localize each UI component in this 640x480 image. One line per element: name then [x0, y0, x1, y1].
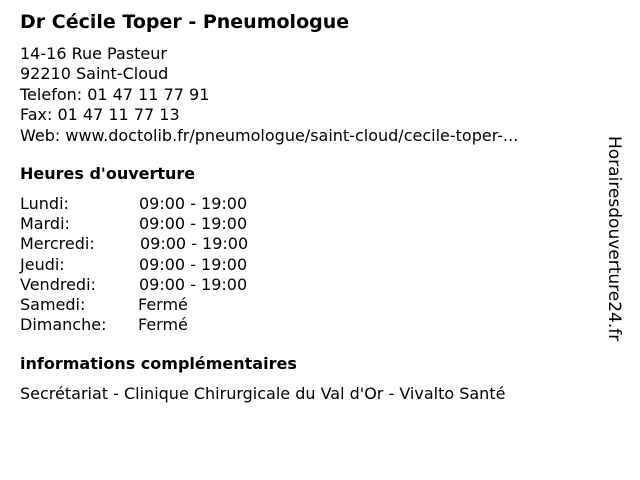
hours-day: Jeudi:	[20, 254, 65, 274]
page-title: Dr Cécile Toper - Pneumologue	[20, 11, 350, 33]
hours-day: Mercredi:	[20, 234, 95, 254]
hours-time: 09:00 - 19:00	[139, 194, 248, 213]
hours-time: 09:00 - 19:00	[139, 214, 248, 234]
site-watermark: Horairesdouverture24.fr	[604, 136, 624, 342]
hours-day: Mardi:	[20, 214, 70, 234]
address-street: 14-16 Rue Pasteur	[20, 44, 167, 63]
hours-time: Fermé	[138, 294, 188, 314]
fax-number: Fax: 01 47 11 77 13	[20, 105, 180, 125]
hours-time: Fermé	[138, 315, 188, 335]
hours-time: 09:00 - 19:00	[140, 234, 249, 254]
hours-time: 09:00 - 19:00	[139, 254, 248, 274]
website-link[interactable]: Web: www.doctolib.fr/pneumologue/saint-cloud/cecile-toper-...	[20, 125, 519, 145]
additional-info-heading: informations complémentaires	[20, 354, 297, 373]
hours-day: Samedi:	[20, 294, 86, 314]
hours-time: 09:00 - 19:00	[139, 274, 248, 294]
hours-day: Dimanche:	[20, 315, 107, 335]
hours-day: Lundi:	[20, 194, 69, 213]
phone-number[interactable]: Telefon: 01 47 11 77 91	[20, 84, 210, 104]
hours-day: Vendredi:	[20, 274, 96, 294]
contact-block	[20, 44, 518, 146]
opening-hours-heading: Heures d'ouverture	[20, 164, 196, 183]
address-city: 92210 Saint-Cloud	[20, 64, 169, 84]
additional-info-text: Secrétariat - Clinique Chirurgicale du Val d'Or - Vivalto Santé	[20, 384, 506, 403]
